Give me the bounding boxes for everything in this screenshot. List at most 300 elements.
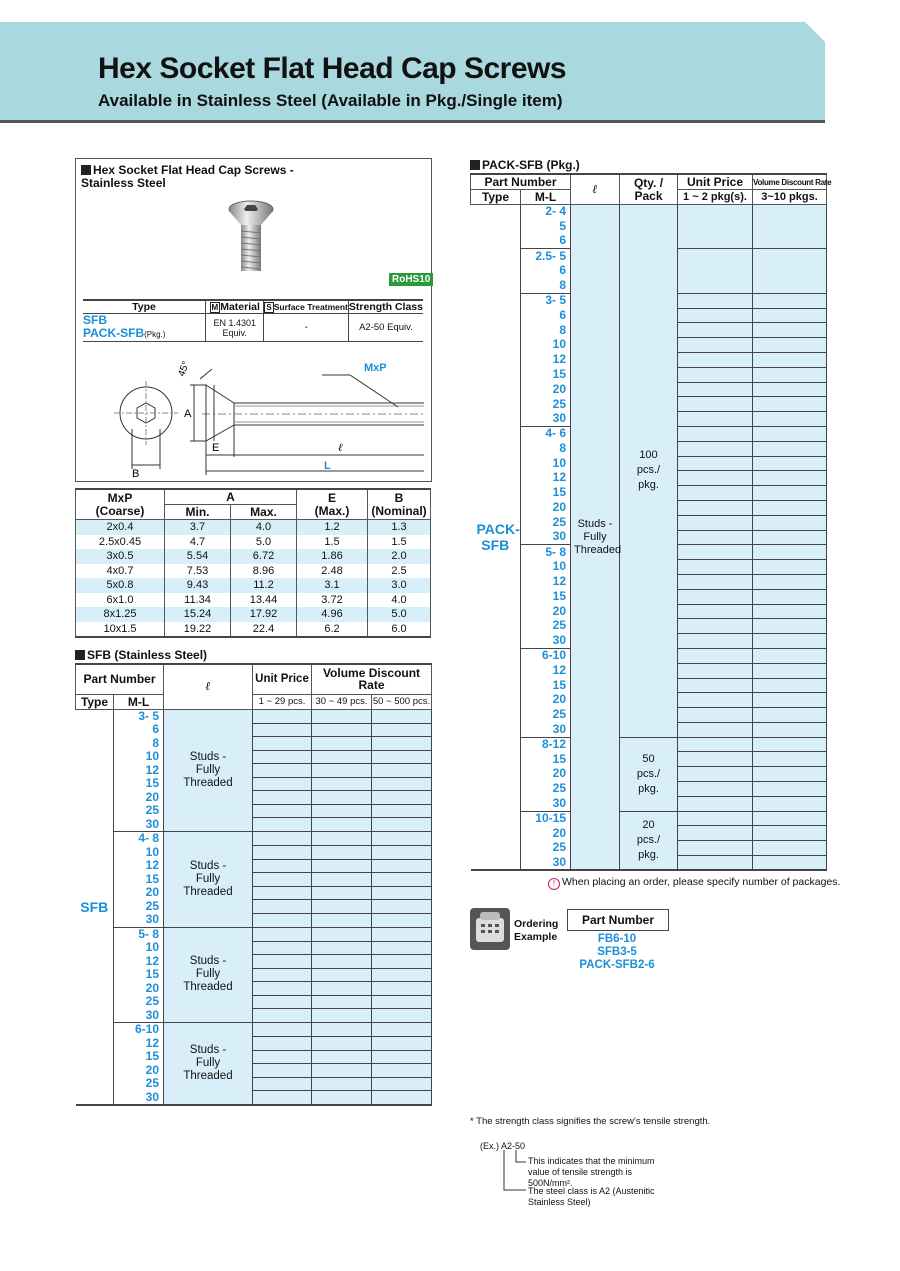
pack-partnumber-header: Part Number (471, 174, 571, 190)
pack-price-cell[interactable] (678, 367, 753, 382)
pack-ml-cell: 25 (521, 841, 571, 856)
dims-cell: 4.0 (231, 520, 297, 535)
pack-price-cell[interactable] (753, 856, 827, 871)
dims-cell: 4.96 (297, 607, 368, 622)
pack-ml-cell: 20 (521, 604, 571, 619)
sfb-price-cell[interactable] (372, 1023, 432, 1037)
sfb-price-cell[interactable] (253, 791, 312, 805)
pack-price-cell[interactable] (678, 722, 753, 737)
sfb-price-cell[interactable] (253, 955, 312, 969)
pack-price-cell[interactable] (678, 604, 753, 619)
pack-price-cell[interactable] (678, 796, 753, 811)
sfb-price-cell[interactable] (372, 1091, 432, 1106)
sfb-price-cell[interactable] (253, 982, 312, 996)
pack-ml-cell: 30 (521, 796, 571, 811)
pack-price-cell[interactable] (678, 352, 753, 367)
pack-price-cell[interactable] (678, 471, 753, 486)
pack-ml-cell: 25 (521, 515, 571, 530)
dims-cell: 7.53 (165, 564, 231, 579)
pack-price-cell[interactable] (678, 397, 753, 412)
sfb-price-cell[interactable] (312, 791, 372, 805)
sfb-price-cell[interactable] (312, 900, 372, 914)
sfb-price-cell[interactable] (312, 818, 372, 832)
dims-row (76, 549, 431, 564)
pack-price-cell[interactable] (753, 678, 827, 693)
pack-price-cell[interactable] (678, 767, 753, 782)
sfb-partnumber-header: Part Number (76, 664, 164, 694)
pack-ml-cell: 20 (521, 826, 571, 841)
dims-cell: 10x1.5 (76, 622, 165, 638)
pack-price-cell[interactable] (678, 323, 753, 338)
dims-cell: 11.2 (231, 578, 297, 593)
pack-price-cell[interactable] (678, 737, 753, 752)
pack-price-cell[interactable] (753, 708, 827, 723)
dims-row (76, 622, 431, 638)
sfb-ml-cell: 20 (114, 982, 164, 996)
sfb-row (76, 1009, 432, 1023)
sfb-price-cell[interactable] (253, 1091, 312, 1106)
pack-price-cell[interactable] (678, 412, 753, 427)
sfb-price-cell[interactable] (372, 804, 432, 818)
sfb-row (76, 777, 432, 791)
pack-price-cell[interactable] (753, 205, 827, 249)
footnote-leader-lines (500, 1150, 530, 1195)
sfb-price-cell[interactable] (372, 791, 432, 805)
dims-cell: 4.0 (368, 593, 431, 608)
pack-price-cell[interactable] (753, 634, 827, 649)
pack-ml-cell: 6 (521, 264, 571, 279)
sfb-price-cell[interactable] (312, 995, 372, 1009)
sfb-ml-cell: 12 (114, 764, 164, 778)
sfb-ml-cell: 30 (114, 818, 164, 832)
sfb-table (75, 663, 432, 1106)
pack-price-cell[interactable] (753, 412, 827, 427)
sfb-vol-header: Volume Discount Rate (312, 664, 432, 694)
sfb-row (76, 1077, 432, 1091)
pack-price-cell[interactable] (678, 634, 753, 649)
pack-ml-cell: 12 (521, 471, 571, 486)
sfb-price-cell[interactable] (372, 846, 432, 860)
pack-ml-cell: 6-10 (521, 648, 571, 663)
sfb-price-cell[interactable] (312, 709, 372, 723)
sfb-row (76, 818, 432, 832)
sfb-price-cell[interactable] (312, 832, 372, 846)
spec-strength-header: Strength Class (348, 301, 423, 313)
sfb-price-cell[interactable] (253, 709, 312, 723)
sfb-unitprice-header: Unit Price (253, 664, 312, 694)
pack-price-cell[interactable] (678, 856, 753, 871)
pack-ml-cell: 20 (521, 767, 571, 782)
page-title: Hex Socket Flat Head Cap Screws (98, 52, 567, 85)
sfb-price-cell[interactable] (372, 832, 432, 846)
spec-type-sfb: SFB (83, 313, 107, 327)
sfb-ml-cell: 6 (114, 723, 164, 737)
pack-price-cell[interactable] (753, 486, 827, 501)
sfb-price-cell[interactable] (372, 1009, 432, 1023)
pack-ml-cell: 10 (521, 338, 571, 353)
dims-cell: 2.0 (368, 549, 431, 564)
sfb-ml-cell: 12 (114, 955, 164, 969)
sfb-price-cell[interactable] (253, 859, 312, 873)
sfb-ml-cell: 5- 8 (114, 927, 164, 941)
pack-price-cell[interactable] (753, 515, 827, 530)
sfb-price-cell[interactable] (312, 941, 372, 955)
pack-ml-cell: 12 (521, 663, 571, 678)
pack-qty-cell: 20 pcs./ pkg. (620, 811, 678, 870)
dims-cell: 2x0.4 (76, 520, 165, 535)
sfb-ml-cell: 30 (114, 1009, 164, 1023)
spec-material-header: M Material (206, 300, 264, 314)
pack-price-cell[interactable] (678, 441, 753, 456)
sfb-row (76, 941, 432, 955)
pack-price-cell[interactable] (678, 308, 753, 323)
sfb-ml-cell: 20 (114, 791, 164, 805)
pack-price-cell[interactable] (678, 678, 753, 693)
sfb-price-cell[interactable] (312, 804, 372, 818)
sfb-price-cell[interactable] (372, 1064, 432, 1078)
pack-price-cell[interactable] (678, 826, 753, 841)
sfb-price-cell[interactable] (312, 1009, 372, 1023)
pack-price-cell[interactable] (678, 382, 753, 397)
spec-table (83, 299, 423, 342)
sfb-price-cell[interactable] (253, 1064, 312, 1078)
drawing-lscript-label: ℓ (338, 442, 343, 454)
sfb-price-cell[interactable] (372, 1037, 432, 1051)
pack-price-cell[interactable] (753, 737, 827, 752)
sfb-price-cell[interactable] (372, 737, 432, 751)
pack-price-cell[interactable] (753, 367, 827, 382)
drawing-b-label: B (132, 468, 140, 477)
sfb-price-cell[interactable] (253, 1023, 312, 1037)
pack-price-cell[interactable] (678, 589, 753, 604)
page-subtitle: Available in Stainless Steel (Available in Pkg./Single item) (98, 91, 563, 110)
dims-row (76, 607, 431, 622)
sfb-price-cell[interactable] (253, 995, 312, 1009)
sfb-ml-cell: 20 (114, 886, 164, 900)
sfb-price-cell[interactable] (253, 886, 312, 900)
sfb-row (76, 1037, 432, 1051)
sfb-price-cell[interactable] (312, 764, 372, 778)
sfb-price-cell[interactable] (253, 941, 312, 955)
pack-price-cell[interactable] (678, 249, 753, 293)
sfb-price-cell[interactable] (372, 764, 432, 778)
pack-row (471, 205, 827, 220)
pack-price-cell[interactable] (753, 560, 827, 575)
pack-ml-cell: 8 (521, 323, 571, 338)
dims-cell: 6.2 (297, 622, 368, 638)
sfb-ml-cell: 25 (114, 804, 164, 818)
sfb-row (76, 846, 432, 860)
header-corner (805, 22, 825, 42)
sfb-price-cell[interactable] (372, 859, 432, 873)
pack-price-cell[interactable] (678, 530, 753, 545)
sfb-price-cell[interactable] (372, 1050, 432, 1064)
footnote-line2: The steel class is A2 (Austenitic Stainless Steel) (528, 1186, 655, 1207)
dims-row (76, 520, 431, 535)
dims-cell: 4x0.7 (76, 564, 165, 579)
pack-qty-cell: 100 pcs./ pkg. (620, 205, 678, 738)
pack-price-cell[interactable] (678, 648, 753, 663)
pack-ml-cell: 15 (521, 752, 571, 767)
pack-price-cell[interactable] (678, 693, 753, 708)
sfb-price-cell[interactable] (312, 1023, 372, 1037)
sfb-price-cell[interactable] (312, 723, 372, 737)
sfb-price-cell[interactable] (312, 1037, 372, 1051)
dims-cell: 13.44 (231, 593, 297, 608)
pack-price-cell[interactable] (753, 426, 827, 441)
sfb-price-cell[interactable] (253, 1050, 312, 1064)
pack-ml-cell: 6 (521, 308, 571, 323)
pack-price-cell[interactable] (678, 752, 753, 767)
pack-ml-cell: 15 (521, 678, 571, 693)
pack-price-cell[interactable] (678, 841, 753, 856)
sfb-price-cell[interactable] (253, 913, 312, 927)
dims-cell: 3.1 (297, 578, 368, 593)
dims-cell: 22.4 (231, 622, 297, 638)
pack-qty-header: Qty. / Pack (620, 174, 678, 205)
sfb-price-cell[interactable] (312, 968, 372, 982)
sfb-ml-cell: 10 (114, 846, 164, 860)
pack-ml-cell: 30 (521, 634, 571, 649)
sfb-price-cell[interactable] (372, 941, 432, 955)
dims-cell: 1.2 (297, 520, 368, 535)
sfb-price-cell[interactable] (312, 737, 372, 751)
pack-price-cell[interactable] (753, 782, 827, 797)
pack-price-cell[interactable] (753, 752, 827, 767)
dims-row (76, 578, 431, 593)
pack-ml-cell: 20 (521, 382, 571, 397)
pack-ml-cell: 4- 6 (521, 426, 571, 441)
sfb-price-cell[interactable] (312, 777, 372, 791)
dims-a-min: Min. (165, 505, 231, 520)
pack-ml-cell: 15 (521, 589, 571, 604)
sfb-price-cell[interactable] (372, 900, 432, 914)
dims-cell: 2.5 (368, 564, 431, 579)
pack-price-cell[interactable] (753, 722, 827, 737)
sfb-ml-cell: 6-10 (114, 1023, 164, 1037)
dims-cell: 5.0 (231, 535, 297, 550)
pack-ml-cell: 8 (521, 278, 571, 293)
sfb-price-cell[interactable] (253, 723, 312, 737)
product-heading: Hex Socket Flat Head Cap Screws - Stainless Steel (81, 163, 294, 190)
pack-price-cell[interactable] (678, 811, 753, 826)
sfb-row (76, 1064, 432, 1078)
pack-price-cell[interactable] (753, 530, 827, 545)
sfb-q2-header: 30 ~ 49 pcs. (312, 694, 372, 709)
pack-row (471, 737, 827, 752)
pack-price-cell[interactable] (753, 308, 827, 323)
sfb-ml-cell: 15 (114, 873, 164, 887)
pack-qty-cell: 50 pcs./ pkg. (620, 737, 678, 811)
sfb-price-cell[interactable] (372, 995, 432, 1009)
sfb-price-cell[interactable] (372, 818, 432, 832)
sfb-price-cell[interactable] (312, 1050, 372, 1064)
pack-price-cell[interactable] (678, 205, 753, 249)
sfb-price-cell[interactable] (253, 927, 312, 941)
sfb-ml-cell: 10 (114, 941, 164, 955)
sfb-price-cell[interactable] (253, 832, 312, 846)
sfb-price-cell[interactable] (253, 818, 312, 832)
sfb-ml-cell: 12 (114, 1037, 164, 1051)
pack-price-cell[interactable] (678, 560, 753, 575)
ordering-example-3: PACK-SFB2-6 (579, 959, 655, 971)
sfb-price-cell[interactable] (312, 846, 372, 860)
pack-price-cell[interactable] (753, 293, 827, 308)
pack-section-title: PACK-SFB (Pkg.) (470, 158, 580, 172)
sfb-price-cell[interactable] (312, 886, 372, 900)
sfb-price-cell[interactable] (253, 1077, 312, 1091)
sfb-price-cell[interactable] (253, 846, 312, 860)
pack-vol-header: Volume Discount Rate (753, 174, 827, 190)
pack-price-cell[interactable] (753, 323, 827, 338)
dims-cell: 1.5 (368, 535, 431, 550)
sfb-row (76, 886, 432, 900)
dims-e-header: E (Max.) (297, 489, 368, 520)
sfb-row (76, 804, 432, 818)
sfb-ml-header: M-L (114, 694, 164, 709)
sfb-ml-cell: 10 (114, 750, 164, 764)
spec-surface-header: S Surface Treatment (264, 300, 349, 314)
dims-cell: 6.72 (231, 549, 297, 564)
sfb-type-header: Type (76, 694, 114, 709)
sfb-row (76, 832, 432, 846)
drawing-e-label: E (212, 442, 220, 454)
pack-price-cell[interactable] (678, 293, 753, 308)
pack-price-cell[interactable] (753, 574, 827, 589)
pack-price-cell[interactable] (678, 500, 753, 515)
pack-price-cell[interactable] (678, 338, 753, 353)
sfb-price-cell[interactable] (372, 873, 432, 887)
sfb-price-cell[interactable] (372, 1077, 432, 1091)
pack-price-cell[interactable] (753, 500, 827, 515)
sfb-price-cell[interactable] (372, 723, 432, 737)
dims-mxp-header: MxP (Coarse) (76, 489, 165, 520)
pack-ml-cell: 15 (521, 486, 571, 501)
pack-ml-cell: 25 (521, 619, 571, 634)
pack-price-cell[interactable] (753, 663, 827, 678)
pack-price-cell[interactable] (753, 352, 827, 367)
pack-price-cell[interactable] (753, 441, 827, 456)
pack-price-cell[interactable] (678, 663, 753, 678)
pack-price-cell[interactable] (753, 338, 827, 353)
pack-price-cell[interactable] (753, 841, 827, 856)
sfb-ml-cell: 15 (114, 968, 164, 982)
pack-price-cell[interactable] (753, 604, 827, 619)
sfb-price-cell[interactable] (253, 1009, 312, 1023)
pack-type-cell: PACK-SFB (471, 205, 521, 871)
pack-price-cell[interactable] (753, 796, 827, 811)
sfb-q3-header: 50 ~ 500 pcs. (372, 696, 431, 707)
sfb-price-cell[interactable] (253, 764, 312, 778)
sfb-price-cell[interactable] (372, 886, 432, 900)
sfb-ml-cell: 8 (114, 737, 164, 751)
sfb-price-cell[interactable] (253, 968, 312, 982)
sfb-price-cell[interactable] (372, 955, 432, 969)
sfb-price-cell[interactable] (253, 804, 312, 818)
sfb-price-cell[interactable] (253, 1037, 312, 1051)
pack-price-cell[interactable] (678, 486, 753, 501)
sfb-price-cell[interactable] (253, 750, 312, 764)
drawing-mxp-label: MxP (364, 362, 387, 374)
sfb-price-cell[interactable] (312, 982, 372, 996)
sfb-price-cell[interactable] (253, 737, 312, 751)
pack-price-cell[interactable] (678, 619, 753, 634)
sfb-row (76, 873, 432, 887)
sfb-price-cell[interactable] (312, 913, 372, 927)
dims-cell: 11.34 (165, 593, 231, 608)
sfb-price-cell[interactable] (253, 900, 312, 914)
pack-price-cell[interactable] (753, 811, 827, 826)
pack-price-cell[interactable] (753, 456, 827, 471)
pack-ml-cell: 15 (521, 367, 571, 382)
pack-price-cell[interactable] (753, 826, 827, 841)
pack-note: ! When placing an order, please specify number of packages. (548, 876, 840, 890)
dims-cell: 6x1.0 (76, 593, 165, 608)
dims-cell: 8x1.25 (76, 607, 165, 622)
sfb-price-cell[interactable] (312, 873, 372, 887)
sfb-price-cell[interactable] (312, 750, 372, 764)
dims-cell: 3.72 (297, 593, 368, 608)
drawing-l-label: L (324, 460, 331, 472)
pack-price-cell[interactable] (753, 693, 827, 708)
sfb-price-cell[interactable] (312, 859, 372, 873)
pack-price-cell[interactable] (753, 471, 827, 486)
pack-ml-cell: 25 (521, 782, 571, 797)
pack-price-cell[interactable] (753, 648, 827, 663)
pack-price-cell[interactable] (753, 545, 827, 560)
pack-ml-cell: 10 (521, 456, 571, 471)
pack-table (470, 173, 832, 871)
dims-cell: 3x0.5 (76, 549, 165, 564)
product-box (75, 158, 432, 482)
sfb-price-cell[interactable] (372, 968, 432, 982)
pack-ml-cell: 30 (521, 722, 571, 737)
pack-ml-cell: 30 (521, 530, 571, 545)
pack-price-cell[interactable] (678, 574, 753, 589)
sfb-price-cell[interactable] (312, 955, 372, 969)
sfb-price-cell[interactable] (312, 927, 372, 941)
sfb-price-cell[interactable] (372, 709, 432, 723)
sfb-price-cell[interactable] (372, 927, 432, 941)
sfb-price-cell[interactable] (372, 777, 432, 791)
pack-price-cell[interactable] (678, 782, 753, 797)
pack-price-cell[interactable] (753, 767, 827, 782)
pack-price-cell[interactable] (678, 456, 753, 471)
sfb-price-cell[interactable] (312, 1091, 372, 1106)
sfb-row (76, 709, 432, 723)
sfb-price-cell[interactable] (372, 750, 432, 764)
sfb-price-cell[interactable] (312, 1077, 372, 1091)
pack-price-cell[interactable] (678, 545, 753, 560)
pack-price-cell[interactable] (678, 426, 753, 441)
technical-drawing (104, 359, 424, 477)
sfb-price-cell[interactable] (372, 982, 432, 996)
pack-price-cell[interactable] (678, 708, 753, 723)
pack-price-cell[interactable] (753, 397, 827, 412)
pack-price-cell[interactable] (753, 249, 827, 293)
sfb-price-cell[interactable] (372, 913, 432, 927)
dims-cell: 2.48 (297, 564, 368, 579)
sfb-price-cell[interactable] (312, 1064, 372, 1078)
sfb-row (76, 1050, 432, 1064)
pack-price-cell[interactable] (753, 382, 827, 397)
pack-price-cell[interactable] (678, 515, 753, 530)
sfb-price-cell[interactable] (253, 777, 312, 791)
pack-price-cell[interactable] (753, 589, 827, 604)
pack-price-cell[interactable] (753, 619, 827, 634)
sfb-price-cell[interactable] (253, 873, 312, 887)
sfb-ml-cell: 3- 5 (114, 709, 164, 723)
